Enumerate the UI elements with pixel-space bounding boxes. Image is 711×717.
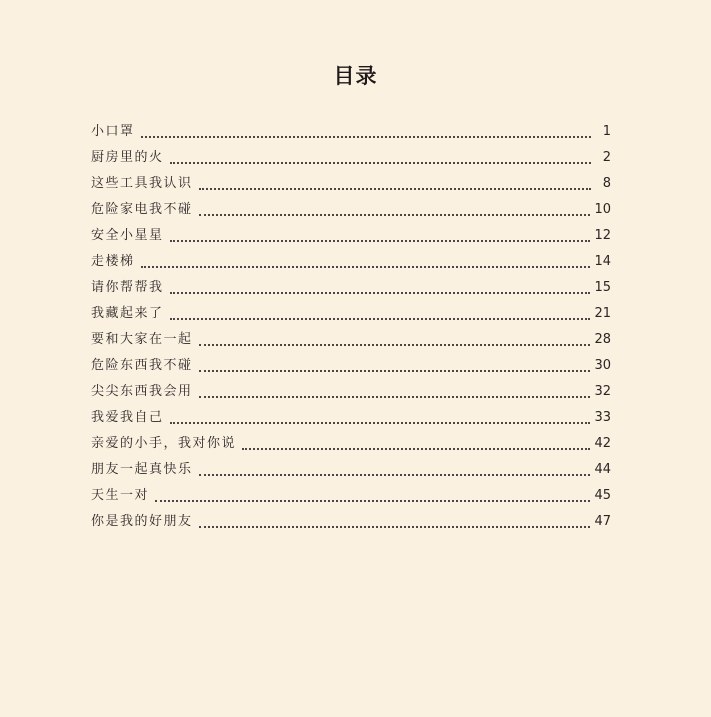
dot-leader <box>170 149 591 164</box>
dot-leader <box>170 305 591 320</box>
toc-entry[interactable] <box>91 431 611 457</box>
toc-entry[interactable] <box>91 171 611 197</box>
toc-entry-page: 1 <box>602 124 611 139</box>
toc-entry-title: 我爱我自己 <box>91 410 164 425</box>
toc-entry-title: 我藏起来了 <box>91 306 164 321</box>
toc-entry-page: 30 <box>594 358 611 373</box>
toc-entry-page: 44 <box>594 462 611 477</box>
toc-entry-page: 33 <box>594 410 611 425</box>
toc-entry[interactable] <box>91 275 611 301</box>
toc-entry-title: 天生一对 <box>91 488 150 503</box>
toc-entry-page: 2 <box>602 150 611 165</box>
dot-leader <box>199 383 591 398</box>
toc-entry-title: 安全小星星 <box>91 228 164 243</box>
toc-entry-page: 42 <box>594 436 611 451</box>
toc-entry[interactable] <box>91 197 611 223</box>
toc-entry[interactable] <box>91 379 611 405</box>
toc-entry-page: 28 <box>594 332 611 347</box>
dot-leader <box>170 227 591 242</box>
dot-leader <box>199 175 591 190</box>
dot-leader <box>199 201 591 216</box>
toc-entry-title: 你是我的好朋友 <box>91 514 193 529</box>
toc-entry-page: 12 <box>594 228 611 243</box>
toc-entry[interactable] <box>91 145 611 171</box>
dot-leader <box>199 331 591 346</box>
toc-entry-title: 亲爱的小手，我对你说 <box>91 436 237 451</box>
toc-entry-title: 朋友一起真快乐 <box>91 462 193 477</box>
dot-leader <box>141 253 591 268</box>
toc-entry-title: 要和大家在一起 <box>91 332 193 347</box>
toc-entry-title: 尖尖东西我会用 <box>91 384 193 399</box>
toc-entry-title: 请你帮帮我 <box>91 280 164 295</box>
toc-entry-page: 21 <box>594 306 611 321</box>
dot-leader <box>170 279 591 294</box>
toc-entry[interactable] <box>91 457 611 483</box>
dot-leader <box>199 513 591 528</box>
toc-entry-title: 这些工具我认识 <box>91 176 193 191</box>
toc-entry[interactable] <box>91 405 611 431</box>
toc-entry-page: 15 <box>594 280 611 295</box>
toc-entry-page: 32 <box>594 384 611 399</box>
toc-entry[interactable] <box>91 249 611 275</box>
toc-entry[interactable] <box>91 509 611 535</box>
dot-leader <box>199 357 591 372</box>
dot-leader <box>242 435 590 450</box>
dot-leader <box>155 487 590 502</box>
toc-entry-page: 8 <box>602 176 611 191</box>
toc-entry[interactable] <box>91 223 611 249</box>
toc-entry[interactable] <box>91 353 611 379</box>
toc-entry[interactable] <box>91 119 611 145</box>
toc-entry[interactable] <box>91 327 611 353</box>
toc-entry-title: 小口罩 <box>91 124 135 139</box>
toc-entry-page: 47 <box>594 514 611 529</box>
toc-entry-page: 10 <box>594 202 611 217</box>
dot-leader <box>199 461 591 476</box>
table-of-contents <box>91 119 611 535</box>
page-title: 目录 <box>333 64 378 88</box>
toc-entry[interactable] <box>91 483 611 509</box>
toc-entry-title: 厨房里的火 <box>91 150 164 165</box>
toc-entry[interactable] <box>91 301 611 327</box>
dot-leader <box>170 409 591 424</box>
toc-entry-page: 14 <box>594 254 611 269</box>
toc-entry-title: 危险家电我不碰 <box>91 202 193 217</box>
toc-entry-title: 危险东西我不碰 <box>91 358 193 373</box>
toc-entry-page: 45 <box>594 488 611 503</box>
dot-leader <box>141 123 591 138</box>
toc-entry-title: 走楼梯 <box>91 254 135 269</box>
